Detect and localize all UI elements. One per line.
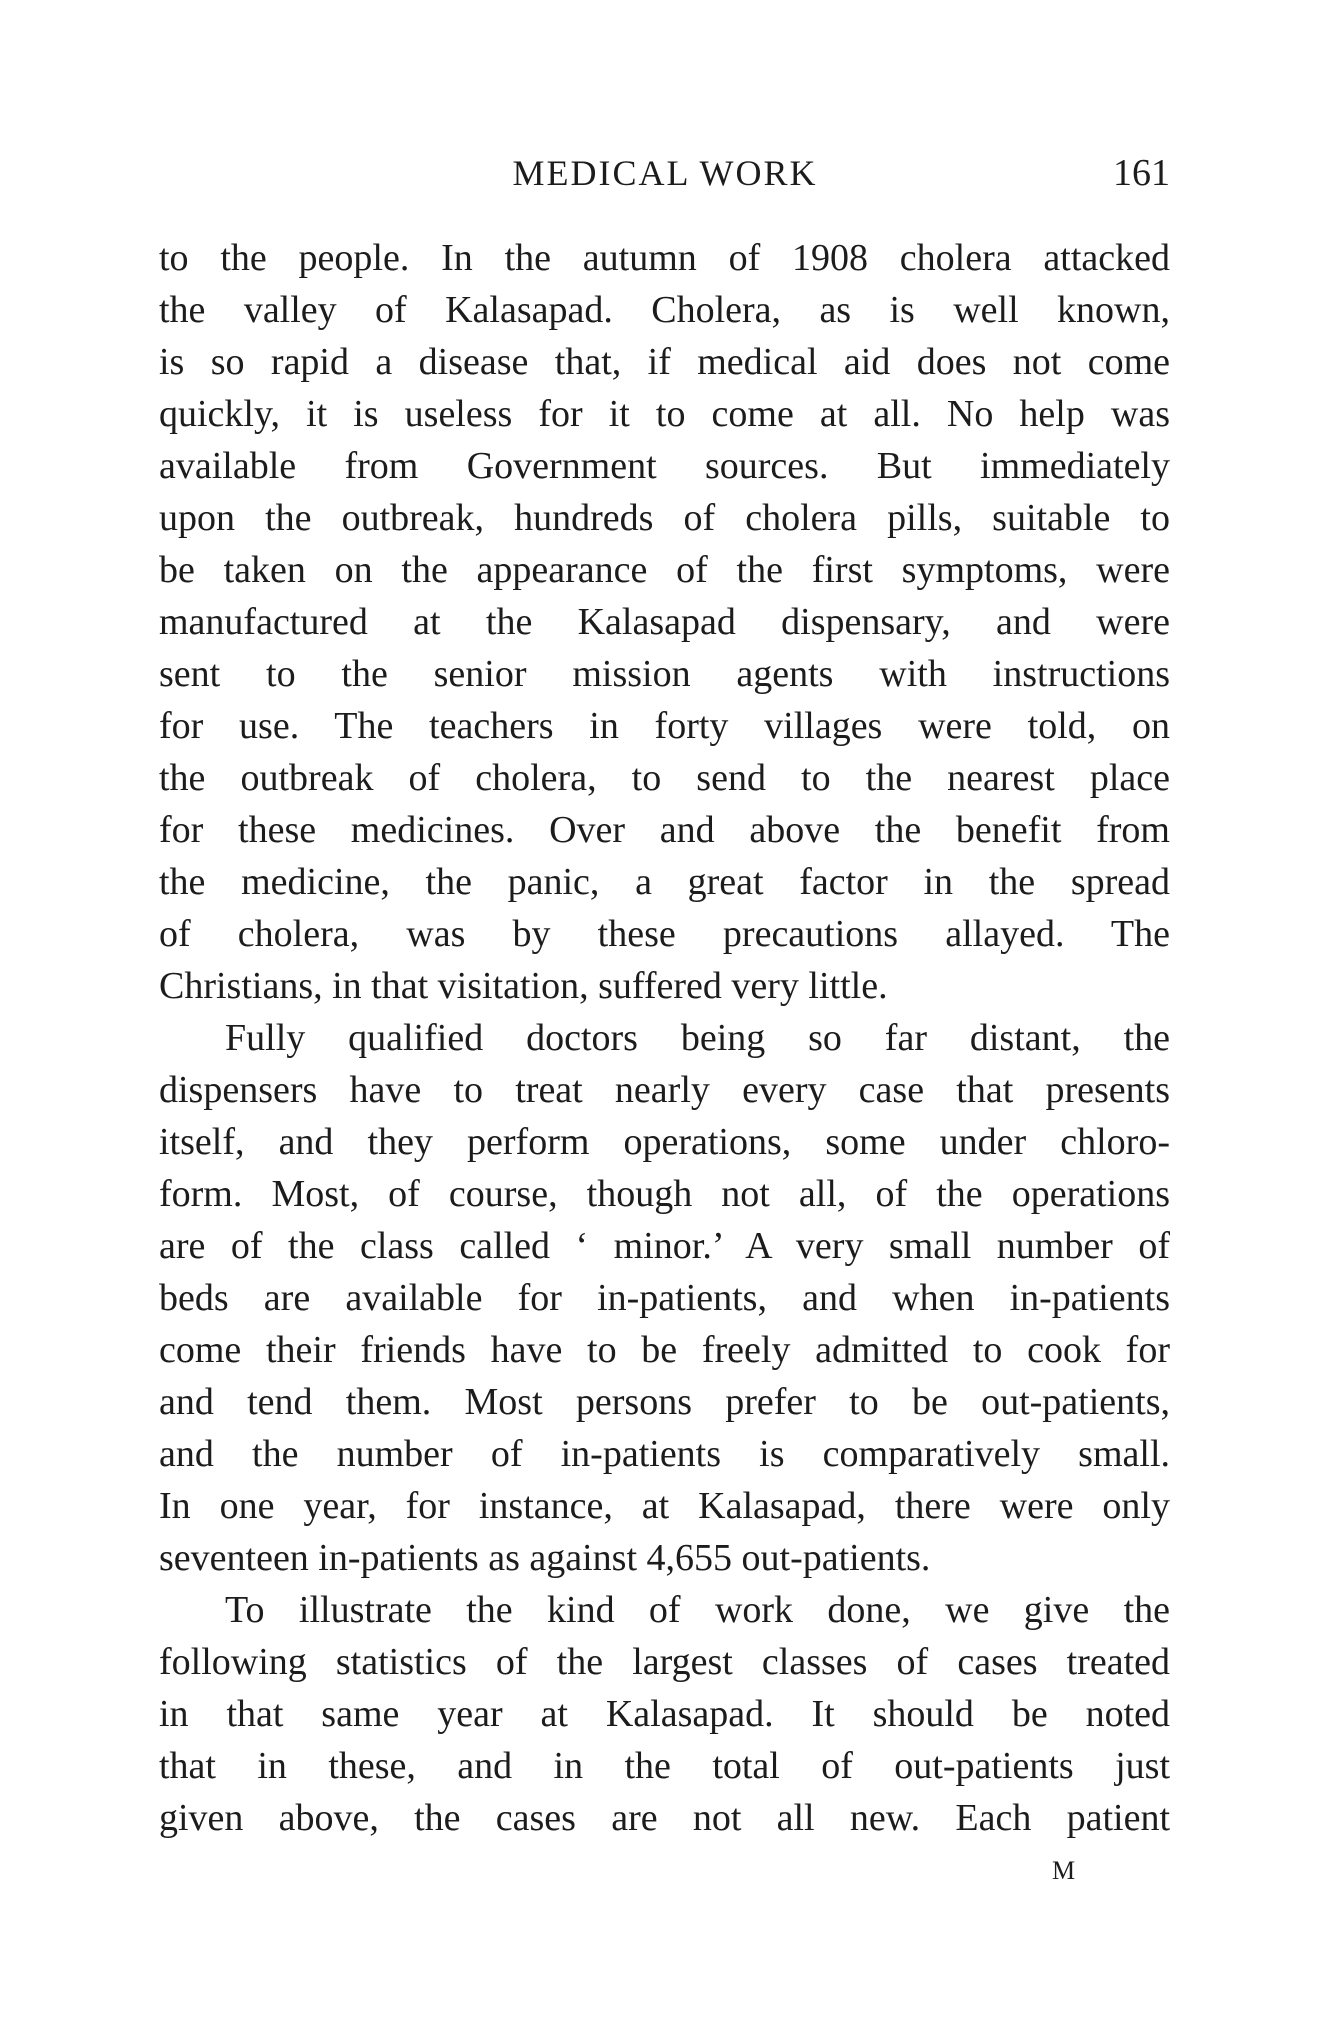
text-line: that in these, and in the total of out-patients just <box>159 1745 1170 1787</box>
text-line: To illustrate the kind of work done, we give the <box>225 1589 1170 1631</box>
text-line: beds are available for in-patients, and when in-patients <box>159 1277 1170 1319</box>
text-line: In one year, for instance, at Kalasapad, there were only <box>159 1485 1170 1527</box>
text-line: form. Most, of course, though not all, of the operations <box>159 1173 1170 1215</box>
paragraph-2 <box>159 1012 1170 1584</box>
page-number: 161 <box>1113 152 1170 194</box>
running-title: MEDICAL WORK <box>512 153 818 193</box>
text-line: the medicine, the panic, a great factor in the spread <box>159 861 1170 903</box>
text-line: seventeen in-patients as against 4,655 out-patients. <box>159 1537 931 1579</box>
text-line: in that same year at Kalasapad. It should be noted <box>159 1693 1170 1735</box>
text-line: the outbreak of cholera, to send to the nearest place <box>159 757 1170 799</box>
text-line: dispensers have to treat nearly every case that presents <box>159 1069 1170 1111</box>
signature-mark: M <box>1052 1856 1077 1885</box>
running-head <box>160 146 1170 200</box>
text-line: upon the outbreak, hundreds of cholera pills, suitable to <box>159 497 1170 539</box>
text-line: given above, the cases are not all new. Each patient <box>159 1797 1170 1839</box>
text-line: Christians, in that visitation, suffered very little. <box>159 965 888 1007</box>
text-line: for use. The teachers in forty villages were told, on <box>159 705 1170 747</box>
paragraph-1 <box>159 232 1170 1012</box>
text-line: itself, and they perform operations, some under chloro- <box>159 1121 1170 1163</box>
text-line: come their friends have to be freely admitted to cook for <box>159 1329 1170 1371</box>
text-line: the valley of Kalasapad. Cholera, as is well known, <box>159 289 1170 331</box>
text-line: manufactured at the Kalasapad dispensary, and were <box>159 601 1170 643</box>
text-line: Fully qualified doctors being so far distant, the <box>225 1017 1170 1059</box>
text-line: for these medicines. Over and above the benefit from <box>159 809 1170 851</box>
text-line: sent to the senior mission agents with instructions <box>159 653 1170 695</box>
text-line: and tend them. Most persons prefer to be out-patients, <box>159 1381 1170 1423</box>
text-line: quickly, it is useless for it to come at all. No help was <box>159 393 1170 435</box>
text-line: and the number of in-patients is comparatively small. <box>159 1433 1170 1475</box>
text-line: available from Government sources. But immediately <box>159 445 1170 487</box>
text-line: is so rapid a disease that, if medical aid does not come <box>159 341 1170 383</box>
paragraph-3 <box>159 1584 1170 1844</box>
body-text <box>159 232 1170 1844</box>
text-line: to the people. In the autumn of 1908 cholera attacked <box>159 237 1170 279</box>
text-line: of cholera, was by these precautions allayed. The <box>159 913 1170 955</box>
text-line: following statistics of the largest classes of cases treated <box>159 1641 1170 1683</box>
text-line: are of the class called ‘ minor.’ A very small number of <box>159 1225 1170 1267</box>
text-line: be taken on the appearance of the first symptoms, were <box>159 549 1170 591</box>
